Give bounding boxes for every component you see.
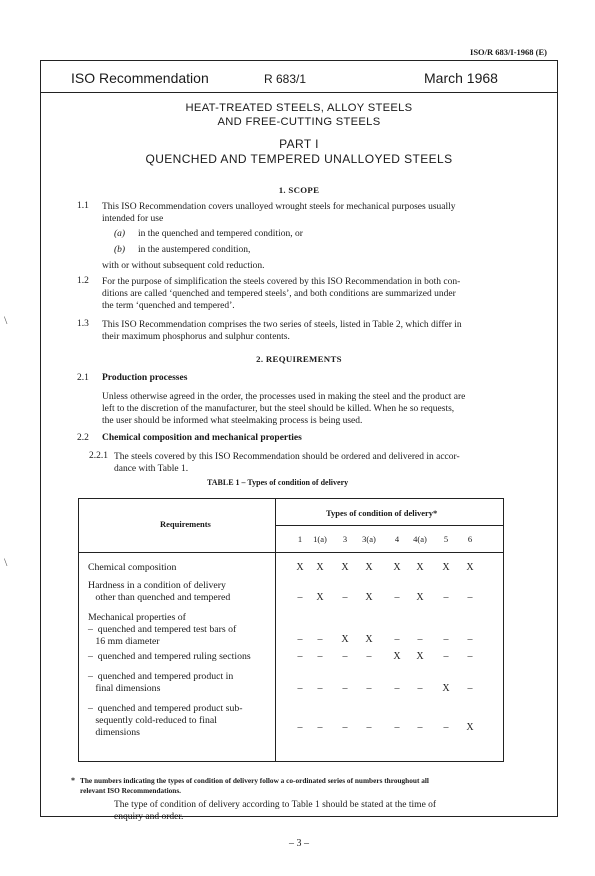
item-a-text: in the quenched and tempered condition, or (138, 229, 303, 239)
clause-1-2-line-2: ditions are called ‘quenched and tempered steels’, and both conditions are summarized under (102, 289, 456, 299)
title-line-1: HEAT-TREATED STEELS, ALLOY STEELS (185, 102, 413, 114)
table-cell: X (341, 562, 349, 573)
table-cell: – (394, 592, 400, 603)
clause-1-2-line-1: For the purpose of simplification the steels covered by this ISO Recommendation in both con- (102, 277, 461, 287)
margin-mark-2: \ (4, 555, 8, 569)
table-column-header: 3 (342, 534, 348, 544)
table-cell: X (442, 562, 450, 573)
clause-1-3-number: 1.3 (77, 319, 89, 329)
table-requirements-header: Requirements (160, 519, 211, 529)
table-column-header: 1 (297, 534, 303, 544)
table-column-header: 3(a) (362, 534, 376, 544)
table-cell: – (417, 683, 423, 694)
table-cell: – (394, 722, 400, 733)
clause-2-2-1-number: 2.2.1 (89, 451, 108, 461)
table-cell: – (342, 592, 348, 603)
closing-line-1: The type of condition of delivery according to Table 1 should be stated at the time of (114, 800, 437, 810)
header-title: ISO Recommendation (71, 70, 209, 86)
table-row-label: – quenched and tempered ruling sections (88, 651, 251, 662)
table-cell: – (467, 651, 473, 662)
table-cell: X (466, 722, 474, 733)
clause-1-1-end: with or without subsequent cold reduction. (102, 261, 265, 271)
table-row-label: Hardness in a condition of delivery (88, 580, 226, 591)
table-cell: X (316, 592, 324, 603)
table-cell: – (317, 683, 323, 694)
table-cell: X (393, 562, 401, 573)
section-2-heading: 2. REQUIREMENTS (256, 354, 342, 364)
clause-2-2-1-line-2: dance with Table 1. (114, 464, 189, 474)
table-cell: – (317, 722, 323, 733)
table-cell: – (394, 634, 400, 645)
table-cell: – (342, 683, 348, 694)
table-cell: X (416, 651, 424, 662)
table-cell: – (417, 722, 423, 733)
item-b-label: (b) (114, 245, 126, 255)
table-cell: – (443, 634, 449, 645)
clause-1-3-line-2: their maximum phosphorus and sulphur contents. (102, 332, 290, 342)
table-row-label: 16 mm diameter (88, 636, 160, 647)
closing-line-2: enquiry and order. (114, 812, 184, 822)
clause-1-3-line-1: This ISO Recommendation comprises the two series of steels, listed in Table 2, which differ in (102, 320, 462, 330)
table-cell: – (443, 651, 449, 662)
table-cell: – (366, 722, 372, 733)
clause-1-1-line-2: intended for use (102, 214, 164, 224)
table-cell: X (416, 562, 424, 573)
clause-2-1-heading: Production processes (102, 373, 188, 383)
table-subheader-divider (275, 525, 504, 526)
clause-2-2-1-line-1: The steels covered by this ISO Recommendation should be ordered and delivered in accor- (114, 452, 460, 462)
table-cell: X (393, 651, 401, 662)
clause-2-1-number: 2.1 (77, 373, 89, 383)
table-column-header: 4(a) (413, 534, 427, 544)
table-cell: – (342, 651, 348, 662)
table-column-divider (275, 498, 276, 762)
table-types-header: Types of condition of delivery* (326, 508, 438, 518)
table-row-label: final dimensions (88, 683, 161, 694)
part-heading: PART I (279, 137, 319, 151)
clause-2-1-line-3: the user should be informed what steelmaking process is being used. (102, 416, 363, 426)
section-1-heading: 1. SCOPE (278, 185, 320, 195)
title-line-2: AND FREE-CUTTING STEELS (217, 116, 381, 128)
table-cell: – (297, 592, 303, 603)
table-cell: – (467, 634, 473, 645)
table-row-label: – quenched and tempered test bars of (88, 624, 237, 635)
header-divider (40, 92, 558, 93)
document-reference: ISO/R 683/I-1968 (E) (470, 47, 547, 57)
clause-2-2-number: 2.2 (77, 433, 89, 443)
table-cell: – (297, 722, 303, 733)
footnote (80, 776, 550, 796)
header-number: R 683/1 (264, 72, 307, 86)
table-cell: – (417, 634, 423, 645)
clause-2-1-line-1: Unless otherwise agreed in the order, the processes used in making the steel and the product are (102, 392, 466, 402)
clause-2-2-heading: Chemical composition and mechanical properties (102, 433, 302, 443)
table-cell: X (296, 562, 304, 573)
table-cell: – (317, 651, 323, 662)
table-cell: – (443, 592, 449, 603)
table-cell: – (297, 634, 303, 645)
table-cell: X (316, 562, 324, 573)
clause-1-2-line-3: the term ‘quenched and tempered’. (102, 301, 235, 311)
table-cell: X (365, 562, 373, 573)
table-cell: – (467, 683, 473, 694)
table-cell: – (317, 634, 323, 645)
page-number: – 3 – (289, 838, 309, 849)
table-row-label: – quenched and tempered product in (88, 671, 234, 682)
table-cell: – (297, 683, 303, 694)
footnote-marker: * (71, 776, 75, 785)
table-cell: – (443, 722, 449, 733)
table-cell: X (365, 592, 373, 603)
table-cell: X (365, 634, 373, 645)
table-row-label: dimensions (88, 727, 140, 738)
header-date: March 1968 (424, 70, 498, 86)
footnote-line-2: relevant ISO Recommendations. (80, 786, 182, 795)
table-cell: X (341, 634, 349, 645)
clause-1-1-number: 1.1 (77, 201, 89, 211)
table-cell: – (366, 683, 372, 694)
table-column-header: 4 (394, 534, 400, 544)
item-a-label: (a) (114, 229, 126, 239)
table-column-header: 1(a) (313, 534, 327, 544)
table-column-header: 5 (443, 534, 449, 544)
table-row-label: Chemical composition (88, 562, 177, 573)
table-row-label: Mechanical properties of (88, 612, 186, 623)
part-subtitle: QUENCHED AND TEMPERED UNALLOYED STEELS (145, 152, 453, 166)
clause-2-1-line-2: left to the discretion of the manufacturer, but the steel should be killed. When he so requests, (102, 404, 455, 414)
table-cell: – (394, 683, 400, 694)
table-cell: X (416, 592, 424, 603)
item-b-text: in the austempered condition, (138, 245, 251, 255)
table-row-label: sequently cold-reduced to final (88, 715, 217, 726)
clause-1-1-line-1: This ISO Recommendation covers unalloyed wrought steels for mechanical purposes usually (102, 202, 456, 212)
table-row-label: other than quenched and tempered (88, 592, 231, 603)
table-row-label: – quenched and tempered product sub- (88, 703, 243, 714)
table-column-header: 6 (467, 534, 473, 544)
table-cell: X (466, 562, 474, 573)
table-header-divider (78, 552, 504, 553)
footnote-line-1: The numbers indicating the types of condition of delivery follow a co-ordinated series of numbers throughout all (80, 776, 429, 785)
table-cell: – (342, 722, 348, 733)
table-cell: – (467, 592, 473, 603)
table-cell: – (366, 651, 372, 662)
table-cell: – (297, 651, 303, 662)
table-caption: TABLE 1 – Types of condition of delivery (207, 478, 349, 487)
clause-1-2-number: 1.2 (77, 276, 89, 286)
table-cell: X (442, 683, 450, 694)
margin-mark-1: \ (4, 313, 8, 327)
